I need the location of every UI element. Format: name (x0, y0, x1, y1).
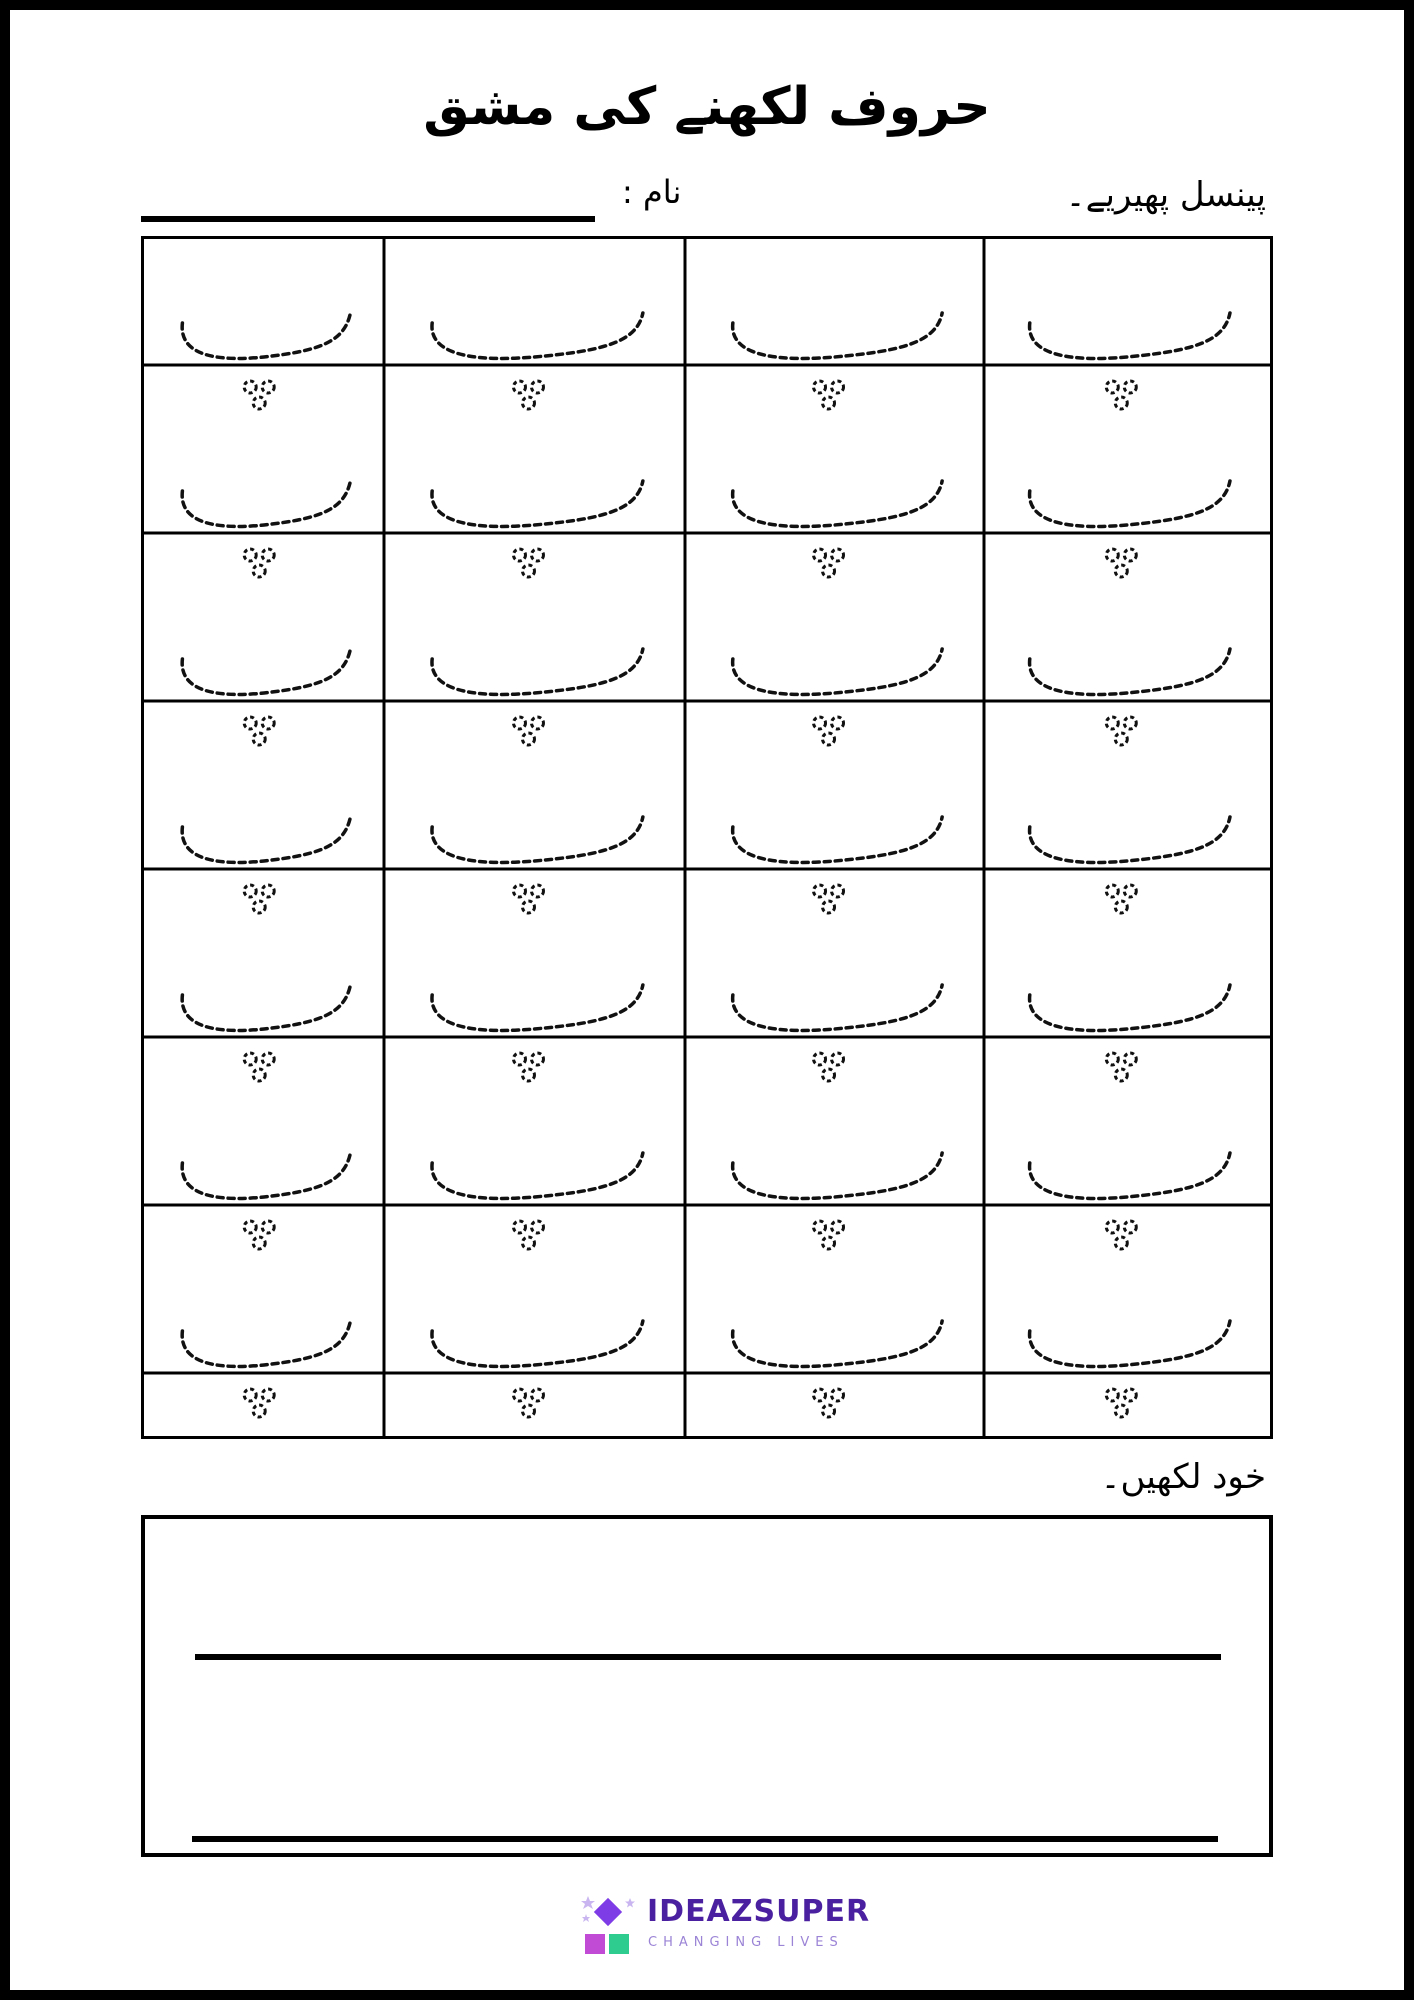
letter-dot-trace (1124, 1221, 1136, 1233)
letter-dot-trace (832, 549, 844, 561)
letter-dot-trace (1124, 1053, 1136, 1065)
letter-dot-trace (1115, 397, 1127, 409)
letter-dot-trace (244, 717, 256, 729)
letter-dot-trace (1124, 381, 1136, 393)
letter-dot-trace (262, 381, 274, 393)
letter-dot-trace (823, 1069, 835, 1081)
trace-instruction: پینسل پھیریے۔ (1065, 175, 1266, 215)
letter-dot-trace (1115, 1069, 1127, 1081)
letter-dot-trace (814, 717, 826, 729)
write-instruction: خود لکھیں۔ (1100, 1457, 1266, 1497)
letter-dot-trace (1115, 901, 1127, 913)
letter-dot-trace (262, 885, 274, 897)
letter-dot-trace (823, 1405, 835, 1417)
letter-bowl-trace (182, 817, 350, 862)
letter-dot-trace (1106, 1053, 1118, 1065)
letter-bowl-trace (1030, 1321, 1230, 1366)
letter-dot-trace (823, 565, 835, 577)
letter-dot-trace (832, 717, 844, 729)
letter-bowl-trace (182, 985, 350, 1030)
letter-dot-trace (513, 549, 525, 561)
letter-bowl-trace (1030, 985, 1230, 1030)
letter-bowl-trace (733, 649, 942, 694)
letter-bowl-trace (432, 985, 643, 1030)
letter-dot-trace (1106, 1389, 1118, 1401)
brand-logo-icon (578, 1894, 640, 1958)
letter-bowl-trace (733, 313, 942, 358)
name-label: نام : (622, 173, 682, 211)
letter-dot-trace (832, 885, 844, 897)
letter-dot-trace (814, 1389, 826, 1401)
letter-dot-trace (531, 717, 543, 729)
letter-dot-trace (244, 885, 256, 897)
letter-dot-trace (253, 1069, 265, 1081)
tracing-grid-drawing (144, 239, 1270, 1436)
letter-bowl-trace (733, 1321, 942, 1366)
letter-dot-trace (522, 901, 534, 913)
letter-dot-trace (1124, 885, 1136, 897)
letter-dot-trace (823, 397, 835, 409)
letter-dot-trace (244, 1053, 256, 1065)
letter-dot-trace (253, 901, 265, 913)
letter-bowl-trace (182, 481, 350, 526)
letter-bowl-trace (432, 817, 643, 862)
letter-dot-trace (244, 549, 256, 561)
letter-dot-trace (1124, 549, 1136, 561)
letter-bowl-trace (432, 313, 643, 358)
writing-line[interactable] (192, 1836, 1218, 1842)
letter-bowl-trace (182, 313, 350, 358)
letter-dot-trace (832, 381, 844, 393)
page-title: حروف لکھنے کی مشق (423, 77, 991, 137)
writing-line[interactable] (195, 1654, 1221, 1660)
letter-bowl-trace (182, 1321, 350, 1366)
free-writing-box (141, 1515, 1273, 1857)
letter-bowl-trace (432, 481, 643, 526)
letter-bowl-trace (733, 817, 942, 862)
letter-dot-trace (262, 1221, 274, 1233)
letter-dot-trace (832, 1221, 844, 1233)
letter-dot-trace (513, 381, 525, 393)
letter-dot-trace (823, 1237, 835, 1249)
letter-bowl-trace (733, 481, 942, 526)
brand-tagline: CHANGING LIVES (648, 1935, 844, 1950)
letter-dot-trace (253, 1405, 265, 1417)
letter-bowl-trace (1030, 1153, 1230, 1198)
letter-dot-trace (522, 565, 534, 577)
letter-dot-trace (814, 381, 826, 393)
letter-bowl-trace (432, 649, 643, 694)
letter-dot-trace (244, 1221, 256, 1233)
letter-dot-trace (522, 397, 534, 409)
letter-bowl-trace (182, 1153, 350, 1198)
letter-dot-trace (1115, 565, 1127, 577)
letter-dot-trace (253, 397, 265, 409)
letter-dot-trace (531, 1389, 543, 1401)
letter-dot-trace (244, 1389, 256, 1401)
letter-dot-trace (522, 1237, 534, 1249)
letter-dot-trace (814, 1221, 826, 1233)
letter-bowl-trace (733, 985, 942, 1030)
letter-dot-trace (262, 1053, 274, 1065)
letter-dot-trace (823, 901, 835, 913)
letter-dot-trace (814, 549, 826, 561)
letter-dot-trace (513, 717, 525, 729)
tracing-grid (141, 236, 1273, 1439)
letter-dot-trace (832, 1389, 844, 1401)
letter-dot-trace (1115, 733, 1127, 745)
letter-dot-trace (513, 1221, 525, 1233)
letter-dot-trace (1106, 885, 1118, 897)
letter-dot-trace (522, 1069, 534, 1081)
letter-dot-trace (531, 381, 543, 393)
worksheet-page (10, 10, 1404, 1990)
letter-dot-trace (531, 549, 543, 561)
letter-dot-trace (1115, 1237, 1127, 1249)
letter-dot-trace (253, 565, 265, 577)
letter-bowl-trace (432, 1321, 643, 1366)
letter-dot-trace (814, 885, 826, 897)
letter-dot-trace (1106, 381, 1118, 393)
letter-dot-trace (253, 733, 265, 745)
brand-logo (578, 1894, 878, 1958)
letter-dot-trace (522, 1405, 534, 1417)
letter-bowl-trace (1030, 817, 1230, 862)
letter-bowl-trace (1030, 649, 1230, 694)
letter-dot-trace (244, 381, 256, 393)
letter-bowl-trace (182, 649, 350, 694)
letter-bowl-trace (432, 1153, 643, 1198)
letter-dot-trace (513, 1389, 525, 1401)
letter-dot-trace (1115, 1405, 1127, 1417)
letter-dot-trace (1106, 549, 1118, 561)
letter-dot-trace (531, 1221, 543, 1233)
letter-dot-trace (832, 1053, 844, 1065)
letter-dot-trace (1106, 1221, 1118, 1233)
letter-dot-trace (531, 1053, 543, 1065)
letter-bowl-trace (1030, 481, 1230, 526)
letter-dot-trace (513, 885, 525, 897)
letter-bowl-trace (733, 1153, 942, 1198)
name-field-line[interactable] (141, 216, 595, 222)
letter-dot-trace (262, 549, 274, 561)
letter-dot-trace (814, 1053, 826, 1065)
letter-dot-trace (262, 717, 274, 729)
letter-bowl-trace (1030, 313, 1230, 358)
letter-dot-trace (253, 1237, 265, 1249)
letter-dot-trace (531, 885, 543, 897)
letter-dot-trace (513, 1053, 525, 1065)
letter-dot-trace (262, 1389, 274, 1401)
letter-dot-trace (1124, 1389, 1136, 1401)
letter-dot-trace (1106, 717, 1118, 729)
brand-name: IDEAZSUPER (647, 1894, 871, 1929)
letter-dot-trace (823, 733, 835, 745)
letter-dot-trace (1124, 717, 1136, 729)
letter-dot-trace (522, 733, 534, 745)
